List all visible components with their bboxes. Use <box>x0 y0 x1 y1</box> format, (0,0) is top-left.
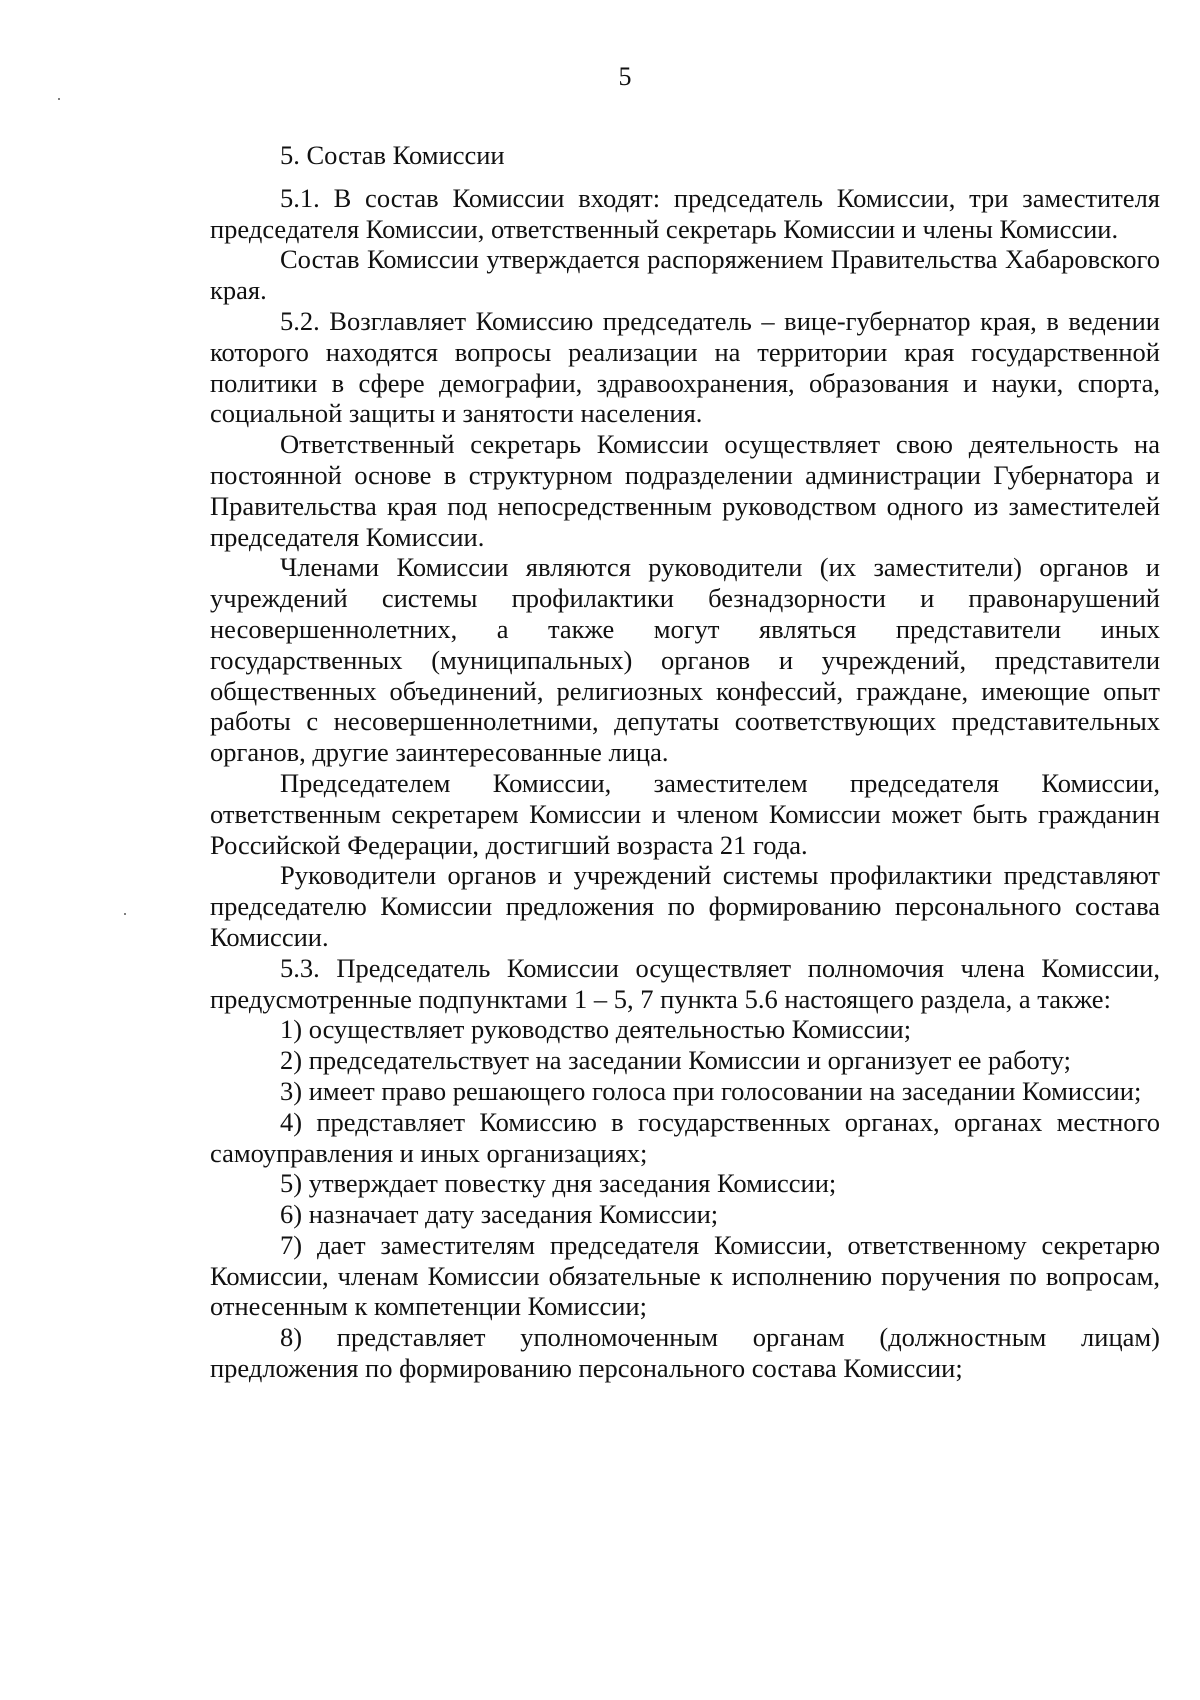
page-number: 5 <box>618 62 632 91</box>
list-item: 2) председательствует на заседании Комиссии и организует ее работу; <box>280 1045 1071 1076</box>
list-item: 1) осуществляет руководство деятельностью Комиссии; <box>280 1014 912 1045</box>
list-item: 3) имеет право решающего голоса при голосовании на заседании Комиссии; <box>280 1075 1142 1106</box>
list-item: 5) утверждает повестку дня заседания Комиссии; <box>280 1168 837 1199</box>
paragraph: Ответственный секретарь Комиссии осуществляет свою деятельность на постоянной основе в структурном подразделении администрации Губернатора и Правительства края под непосредственным руководством одного из заместителей председателя Комиссии. <box>210 429 1160 552</box>
section-title: 5. Состав Комиссии <box>280 140 505 170</box>
list-item: 8) представляет уполномоченным органам (должностным лицам) предложения по формированию персонального состава Комиссии; <box>210 1322 1160 1384</box>
paragraph: Председателем Комиссии, заместителем председателя Комиссии, ответственным секретарем Комиссии и членом Комиссии может быть гражданин Российской Федерации, достигший возраста 21 года. <box>210 767 1160 860</box>
paragraph: Руководители органов и учреждений системы профилактики представляют председателю Комиссии предложения по формированию персонального состава Комиссии. <box>210 860 1160 952</box>
paragraph: 5.3. Председатель Комиссии осуществляет полномочия члена Комиссии, предусмотренные подпунктами 1 – 5, 7 пункта 5.6 настоящего раздела, а также: <box>210 952 1160 1014</box>
scan-speck <box>58 98 60 100</box>
paragraph: 5.2. Возглавляет Комиссию председатель – вице-губернатор края, в ведении которого находятся вопросы реализации на территории края государственной политики в сфере демографии, здравоохранения, образования и науки, спорта, социальной защиты и занятости населения. <box>210 305 1160 429</box>
scan-speck <box>124 913 126 915</box>
list-item: 7) дает заместителям председателя Комиссии, ответственному секретарю Комиссии, членам Комиссии обязательные к исполнению поручения по вопросам, отнесенным к компетенции Комиссии; <box>210 1229 1160 1322</box>
list-item: 6) назначает дату заседания Комиссии; <box>280 1199 719 1230</box>
paragraph: Состав Комиссии утверждается распоряжением Правительства Хабаровского края. <box>210 244 1160 306</box>
paragraph: Членами Комиссии являются руководители (их заместители) органов и учреждений системы профилактики безнадзорности и правонарушений несовершеннолетних, а также могут являться представители иных государственных (муниципальных) органов и учреждений, представители общественных объединений, религиозных конфессий, граждане, имеющие опыт работы с несовершеннолетними, депутаты соответствующих представительных органов, другие заинтересованные лица. <box>210 552 1160 768</box>
list-item: 4) представляет Комиссию в государственных органах, органах местного самоуправления и иных организациях; <box>210 1106 1160 1168</box>
document-body <box>210 140 1160 1384</box>
paragraph: 5.1. В состав Комиссии входят: председатель Комиссии, три заместителя председателя Комиссии, ответственный секретарь Комиссии и члены Комиссии. <box>210 182 1160 244</box>
